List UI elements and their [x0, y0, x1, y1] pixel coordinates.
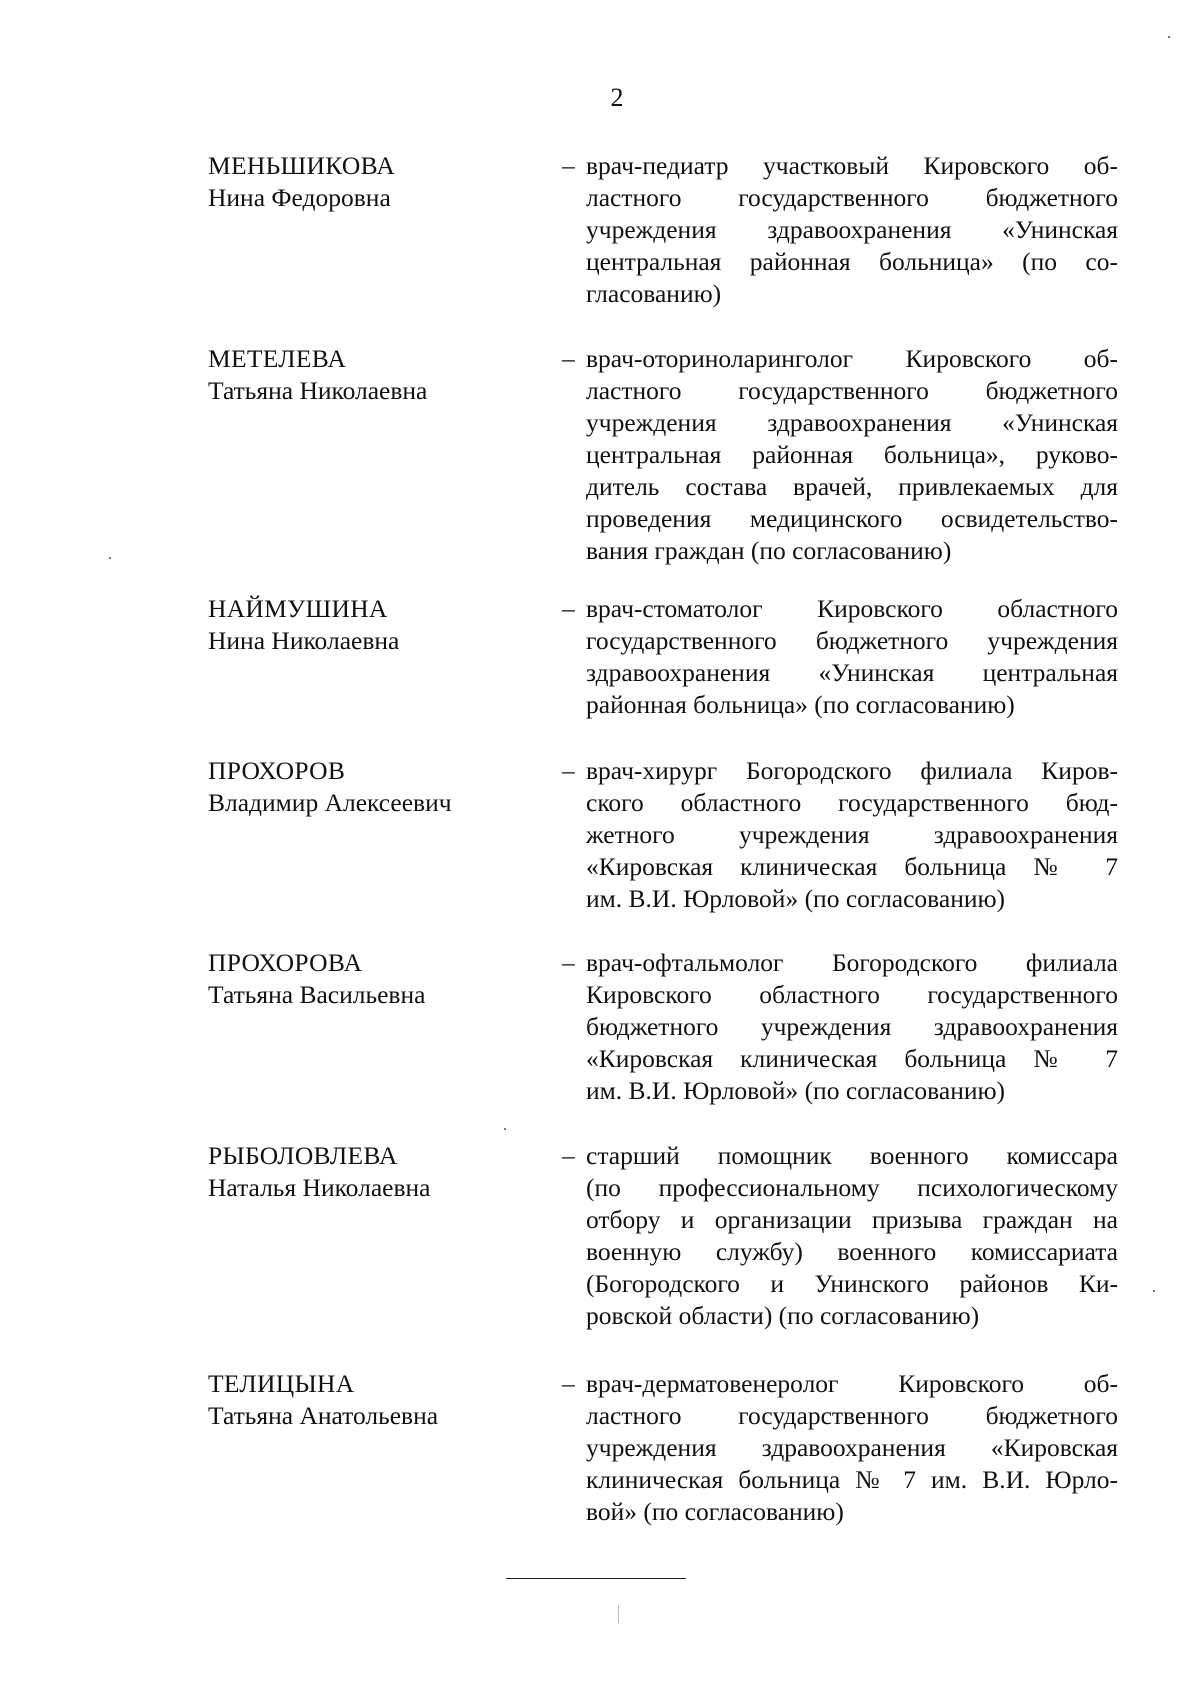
- description-line: учреждения здравоохранения «Кировская: [586, 1433, 1118, 1462]
- page-number: 2: [610, 83, 624, 112]
- description-line: военную службу) военного комиссариата: [586, 1237, 1118, 1266]
- member-name: [208, 947, 556, 1011]
- member-entry: [208, 1140, 1120, 1332]
- description-line: старший помощник военного комиссара: [586, 1141, 1118, 1170]
- description-line: «Кировская клиническая больница № 7: [586, 852, 1118, 881]
- member-entry: [208, 150, 1120, 310]
- member-position-description: [586, 593, 1118, 721]
- description-line: (Богородского и Унинского районов Ки-: [586, 1269, 1118, 1298]
- member-surname: МЕНЬШИКОВА: [208, 151, 396, 180]
- entry-dash: –: [562, 1141, 575, 1170]
- entry-dash: –: [562, 151, 575, 180]
- entry-dash: –: [562, 948, 575, 977]
- member-given-names: Нина Федоровна: [208, 183, 391, 212]
- member-name: [208, 150, 556, 214]
- member-entry: [208, 755, 1120, 915]
- description-line: им. В.И. Юрловой» (по согласованию): [586, 1076, 1006, 1105]
- entry-dash: –: [562, 1369, 575, 1398]
- description-line: гласованию): [586, 279, 722, 308]
- entry-dash: –: [562, 756, 575, 785]
- member-list: [208, 150, 1120, 1562]
- member-name: [208, 593, 556, 657]
- member-surname: МЕТЕЛЕВА: [208, 344, 347, 373]
- member-name: [208, 755, 556, 819]
- description-line: ластного государственного бюджетного: [586, 1401, 1118, 1430]
- member-surname: ТЕЛИЦЫНА: [208, 1369, 355, 1398]
- member-name: [208, 1368, 556, 1432]
- member-given-names: Татьяна Анатольевна: [208, 1401, 439, 1430]
- description-line: врач-дерматовенеролог Кировского об-: [586, 1369, 1118, 1398]
- scan-speck: [1153, 1290, 1155, 1292]
- entry-dash: –: [562, 344, 575, 373]
- member-name: [208, 1140, 556, 1204]
- description-line: учреждения здравоохранения «Унинская: [586, 408, 1118, 437]
- member-surname: НАЙМУШИНА: [208, 594, 388, 623]
- member-given-names: Наталья Николаевна: [208, 1173, 431, 1202]
- member-name: [208, 343, 556, 407]
- scan-speck: [504, 1128, 506, 1130]
- description-line: врач-оториноларинголог Кировского об-: [586, 344, 1118, 373]
- member-entry: [208, 1368, 1120, 1528]
- scan-speck: [109, 557, 111, 559]
- description-line: центральная районная больница» (по со-: [586, 247, 1118, 276]
- description-line: ровской области) (по согласованию): [586, 1301, 980, 1330]
- description-line: здравоохранения «Унинская центральная: [586, 658, 1118, 687]
- description-line: районная больница» (по согласованию): [586, 690, 1015, 719]
- description-line: ластного государственного бюджетного: [586, 183, 1118, 212]
- description-line: учреждения здравоохранения «Унинская: [586, 215, 1118, 244]
- description-line: дитель состава врачей, привлекаемых для: [586, 472, 1118, 501]
- description-line: бюджетного учреждения здравоохранения: [586, 1012, 1118, 1041]
- description-line: врач-стоматолог Кировского областного: [586, 594, 1118, 623]
- description-line: ского областного государственного бюд-: [586, 788, 1118, 817]
- scan-speck: [618, 1605, 619, 1623]
- description-line: «Кировская клиническая больница № 7: [586, 1044, 1118, 1073]
- member-entry: [208, 343, 1120, 567]
- member-surname: РЫБОЛОВЛЕВА: [208, 1141, 398, 1170]
- scan-speck: [1168, 36, 1170, 38]
- entry-dash: –: [562, 594, 575, 623]
- description-line: центральная районная больница», руково-: [586, 440, 1118, 469]
- description-line: ластного государственного бюджетного: [586, 376, 1118, 405]
- description-line: Кировского областного государственного: [586, 980, 1118, 1009]
- description-line: врач-офтальмолог Богородского филиала: [586, 948, 1118, 977]
- member-given-names: Татьяна Васильевна: [208, 980, 426, 1009]
- member-position-description: [586, 150, 1118, 310]
- member-position-description: [586, 1368, 1118, 1528]
- member-entry: [208, 947, 1120, 1107]
- description-line: вой» (по согласованию): [586, 1497, 844, 1526]
- member-position-description: [586, 343, 1118, 567]
- member-position-description: [586, 947, 1118, 1107]
- member-position-description: [586, 1140, 1118, 1332]
- member-given-names: Владимир Алексеевич: [208, 788, 452, 817]
- member-surname: ПРОХОРОВ: [208, 756, 346, 785]
- footer-rule: [506, 1578, 686, 1579]
- description-line: клиническая больница № 7 им. В.И. Юрло-: [586, 1465, 1118, 1494]
- description-line: жетного учреждения здравоохранения: [586, 820, 1118, 849]
- description-line: им. В.И. Юрловой» (по согласованию): [586, 884, 1006, 913]
- member-surname: ПРОХОРОВА: [208, 948, 363, 977]
- member-entry: [208, 593, 1120, 721]
- description-line: государственного бюджетного учреждения: [586, 626, 1118, 655]
- member-given-names: Нина Николаевна: [208, 626, 400, 655]
- description-line: (по профессиональному психологическому: [586, 1173, 1118, 1202]
- member-given-names: Татьяна Николаевна: [208, 376, 428, 405]
- description-line: отбору и организации призыва граждан на: [586, 1205, 1118, 1234]
- description-line: врач-педиатр участковый Кировского об-: [586, 151, 1118, 180]
- description-line: врач-хирург Богородского филиала Киров-: [586, 756, 1118, 785]
- description-line: вания граждан (по согласованию): [586, 536, 952, 565]
- member-position-description: [586, 755, 1118, 915]
- description-line: проведения медицинского освидетельство-: [586, 504, 1118, 533]
